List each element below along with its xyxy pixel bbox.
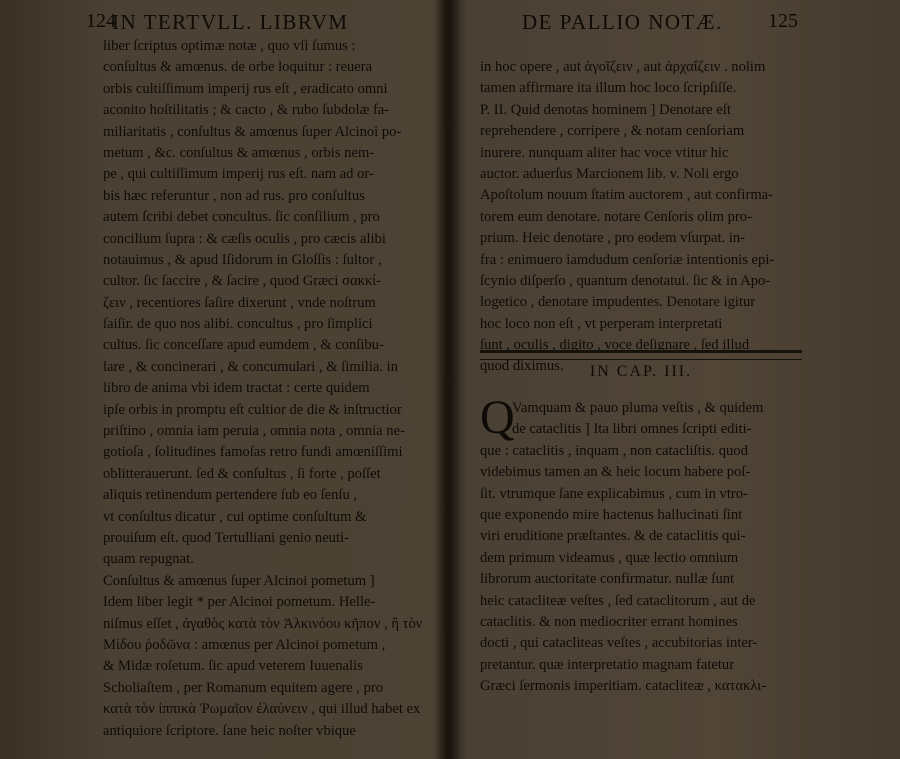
text-line: reprehendere , corripere , & notam cenſoriam xyxy=(480,123,745,140)
left-running-head: IN TERTVLL. LIBRVM xyxy=(112,10,349,34)
text-line: logetico , denotare impudentes. Denotare igitur xyxy=(480,294,756,311)
text-line: aliquis retinendum pertendere ſub eo ſenſu , xyxy=(103,487,358,504)
text-line: priſtino , omnia iam peruia , omnia nota , omnia ne- xyxy=(103,423,405,440)
text-line: pe , qui cultiſſimum imperij rus eſt. nam ad or- xyxy=(103,166,374,183)
text-line: liber ſcriptus optimæ notæ , quo vſi ſumus : xyxy=(103,38,356,54)
text-line: fra : enimuero iamdudum cenſoriæ intentionis epi- xyxy=(480,251,775,268)
text-line: Apoſtolum nouum ſtatim auctorem , aut confirma- xyxy=(480,187,774,204)
text-line: aconito hoſtilitatis ; & cacto , & rubo ſubdolæ fa- xyxy=(103,102,390,119)
text-line: notauimus , & apud Iſidorum in Gloſſis : ſultor , xyxy=(103,251,382,268)
text-line: que exponendo mire hactenus hallucinati ſint xyxy=(480,506,743,523)
text-line: cultor. ſic ſaccire , & ſacire , quod Græci σακκί- xyxy=(103,273,382,290)
text-line: Μίδου ῥοδῶνα : amœnus per Alcinoi pometum , xyxy=(103,636,386,653)
left-page-text xyxy=(103,36,425,742)
chapter-heading: IN CAP. III. xyxy=(589,363,693,380)
left-page xyxy=(0,0,445,759)
chapter-text xyxy=(480,391,802,697)
text-line: viri eruditione præſtantes. & de cataclitis qui- xyxy=(480,528,746,545)
right-page-number: 125 xyxy=(768,10,798,32)
text-line: ſit. vtrumque ſane explicabimus , cum in vtro- xyxy=(480,485,748,502)
text-line: hoc loco non eſt , vt perperam interpretati xyxy=(480,315,723,332)
text-line: bis hæc referuntur , non ad rus. pro conſultus xyxy=(103,187,365,204)
text-line: concilium ſupra : & cæſis oculis , pro cæcis alibi xyxy=(103,230,386,247)
text-line: Idem liber legit * per Alcinoi pometum. Helle- xyxy=(103,594,376,611)
text-line: niſmus eſſet , ἀγαθὸς κατὰ τὸν Ἀλκινόου κῆπον , ἢ τὸν xyxy=(103,615,423,632)
text-line: libro de anima vbi idem tractat : certe quidem xyxy=(103,380,370,397)
text-line: Vamquam & pauo pluma veſtis , & quidem xyxy=(512,400,764,416)
text-line: oblitterauerunt. ſed & conſultus , ſi forte , poſſet xyxy=(103,465,381,482)
text-line: gotioſa , ſolitudines famoſas retro fundi amœniſſimi xyxy=(103,444,403,461)
drop-cap: Q xyxy=(480,391,515,444)
text-line: de cataclitis ] Ita libri omnes ſcripti editi- xyxy=(512,421,752,438)
text-line: miliaritatis , conſultus & amœnus ſuper Alcinoi po- xyxy=(103,123,402,140)
text-line: P. II. Quid denotas hominem ] Denotare eſt xyxy=(480,101,731,118)
text-line: κατὰ τὸν ἱππικὰ Ῥωμαῖον ἐλαύνειν , qui illud habet ex xyxy=(103,701,421,718)
text-line: auctor. aduerſus Marcionem lib. v. Noli ergo xyxy=(480,165,739,182)
text-line: librorum auctoritate confirmatur. nullæ ſunt xyxy=(480,571,735,588)
text-line: que : cataclitis , inquam , non catacliſtis. quod xyxy=(480,442,748,459)
text-line: pretantur. quæ interpretatio magnam fatetur xyxy=(480,656,735,673)
text-line: torem eum denotare. notare Cenſoris olim pro- xyxy=(480,208,752,225)
text-line: quod diximus. xyxy=(480,358,564,375)
text-line: Scholiaſtem , per Romanum equitem agere , pro xyxy=(103,679,384,696)
left-page-number: 124 xyxy=(86,10,116,32)
text-line: metum , &c. conſultus & amœnus , orbis nem- xyxy=(103,144,375,161)
text-line: autem ſcribi debet concultus. ſic conſilium , pro xyxy=(103,209,380,226)
text-line: videbimus tamen an & heic locum habere poſ- xyxy=(480,464,751,481)
text-line: prium. Heic denotare , pro eodem vſurpat. in- xyxy=(480,230,746,247)
text-line: inurere. nunquam aliter hac voce vtitur hic xyxy=(480,144,729,161)
text-line: ſaiſir. de quo nos alibi. concultus , pro ſimplici xyxy=(103,316,373,333)
text-line: docti , qui catacliteas veſtes , accubitorias inter- xyxy=(480,635,758,652)
text-line: in hoc opere , aut ἀγοῖζειν , aut ἀρχαΐζειν . nolim xyxy=(480,59,766,75)
text-line: ipſe orbis in promptu eſt cultior de die & inſtructior xyxy=(103,401,402,418)
text-line: cultus. ſic conceſſare apud eumdem , & conſibu- xyxy=(103,337,384,354)
text-line: lare , & concinerari , & concumulari , & ſimilia. in xyxy=(103,358,399,375)
text-line: ζειν , recentiores ſaſire dixerunt , vnde noſtrum xyxy=(103,294,376,311)
text-line: dem primum videamus , quæ lectio omnium xyxy=(480,549,739,566)
text-line: heic catacliteæ veſtes , ſed cataclitorum , aut de xyxy=(480,592,756,609)
text-line: orbis cultiſſimum imperij rus eſt , eradicato omni xyxy=(103,80,388,97)
right-page xyxy=(450,0,900,759)
text-line: tamen affirmare ita illum hoc loco ſcripſiſſe. xyxy=(480,80,737,97)
text-line: quam repugnat. xyxy=(103,551,194,568)
text-line: prouiſum eſt. quod Tertulliani genio neuti- xyxy=(103,529,349,546)
text-line: Græci ſermonis imperitiam. catacliteæ , κατακλι- xyxy=(480,678,767,695)
text-line: ſunt , oculis , digito , voce deſignare , ſed illud xyxy=(480,337,750,354)
text-line: conſultus & amœnus. de orbe loquitur : reuera xyxy=(103,59,373,76)
text-line: ſcynio diſperſo , quantum denotatui. ſic & in Apo- xyxy=(480,272,771,289)
section-rule xyxy=(480,350,802,360)
right-running-head: DE PALLIO NOTÆ. xyxy=(522,10,723,34)
text-line: & Midæ roſetum. ſic apud veterem Iuuenalis xyxy=(103,658,363,675)
text-line: antiquiore ſcriptore. ſane heic noſter vbique xyxy=(103,722,356,739)
right-page-text xyxy=(480,57,802,378)
text-line: Conſultus & amœnus ſuper Alcinoi pometum ] xyxy=(103,572,375,589)
text-line: cataclitis. & non mediocriter errant homines xyxy=(480,613,738,630)
text-line: vt conſultus dicatur , cui optime conſultum & xyxy=(103,508,367,525)
